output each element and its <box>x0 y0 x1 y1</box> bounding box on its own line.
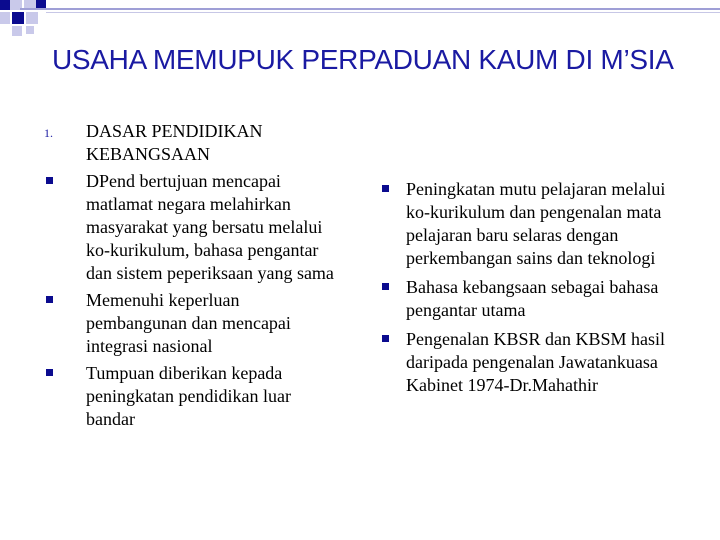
deco-square <box>12 26 22 36</box>
heading-number: 1. <box>44 126 53 140</box>
deco-square <box>26 12 38 24</box>
deco-square <box>0 12 10 24</box>
deco-square <box>0 0 10 10</box>
left-column <box>44 120 334 435</box>
deco-square <box>12 12 24 24</box>
square-bullet-icon <box>46 369 53 376</box>
square-bullet-icon <box>46 177 53 184</box>
bullet-text: Peningkatan mutu pelajaran melalui ko-kurikulum dan pengenalan mata pelajaran baru selaras dengan perkembangan sains dan teknologi <box>406 179 666 268</box>
bullet-text: Memenuhi keperluan pembangunan dan mencapai integrasi nasional <box>86 290 291 356</box>
bullet-text: DPend bertujuan mencapai matlamat negara melahirkan masyarakat yang bersatu melalui ko-kurikulum, bahasa pengantar dan sistem peperiksaan yang sama <box>86 171 334 283</box>
list-item <box>44 289 334 358</box>
right-column <box>380 178 670 403</box>
list-item <box>44 362 334 431</box>
numbered-heading <box>44 120 334 166</box>
list-item <box>44 170 334 285</box>
square-bullet-icon <box>382 283 389 290</box>
list-item <box>380 328 670 397</box>
deco-square <box>26 26 34 34</box>
list-item <box>380 276 670 322</box>
top-rule-secondary <box>46 12 720 13</box>
square-bullet-icon <box>382 185 389 192</box>
heading-text: DASAR PENDIDIKAN KEBANGSAAN <box>86 121 263 164</box>
square-bullet-icon <box>382 335 389 342</box>
bullet-text: Bahasa kebangsaan sebagai bahasa pengantar utama <box>406 277 659 320</box>
top-rule <box>20 8 720 10</box>
square-bullet-icon <box>46 296 53 303</box>
bullet-text: Tumpuan diberikan kepada peningkatan pendidikan luar bandar <box>86 363 291 429</box>
slide-title: USAHA MEMUPUK PERPADUAN KAUM DI M’SIA <box>52 44 674 75</box>
bullet-text: Pengenalan KBSR dan KBSM hasil daripada pengenalan Jawatankuasa Kabinet 1974-Dr.Mahathir <box>406 329 665 395</box>
list-item <box>380 178 670 270</box>
